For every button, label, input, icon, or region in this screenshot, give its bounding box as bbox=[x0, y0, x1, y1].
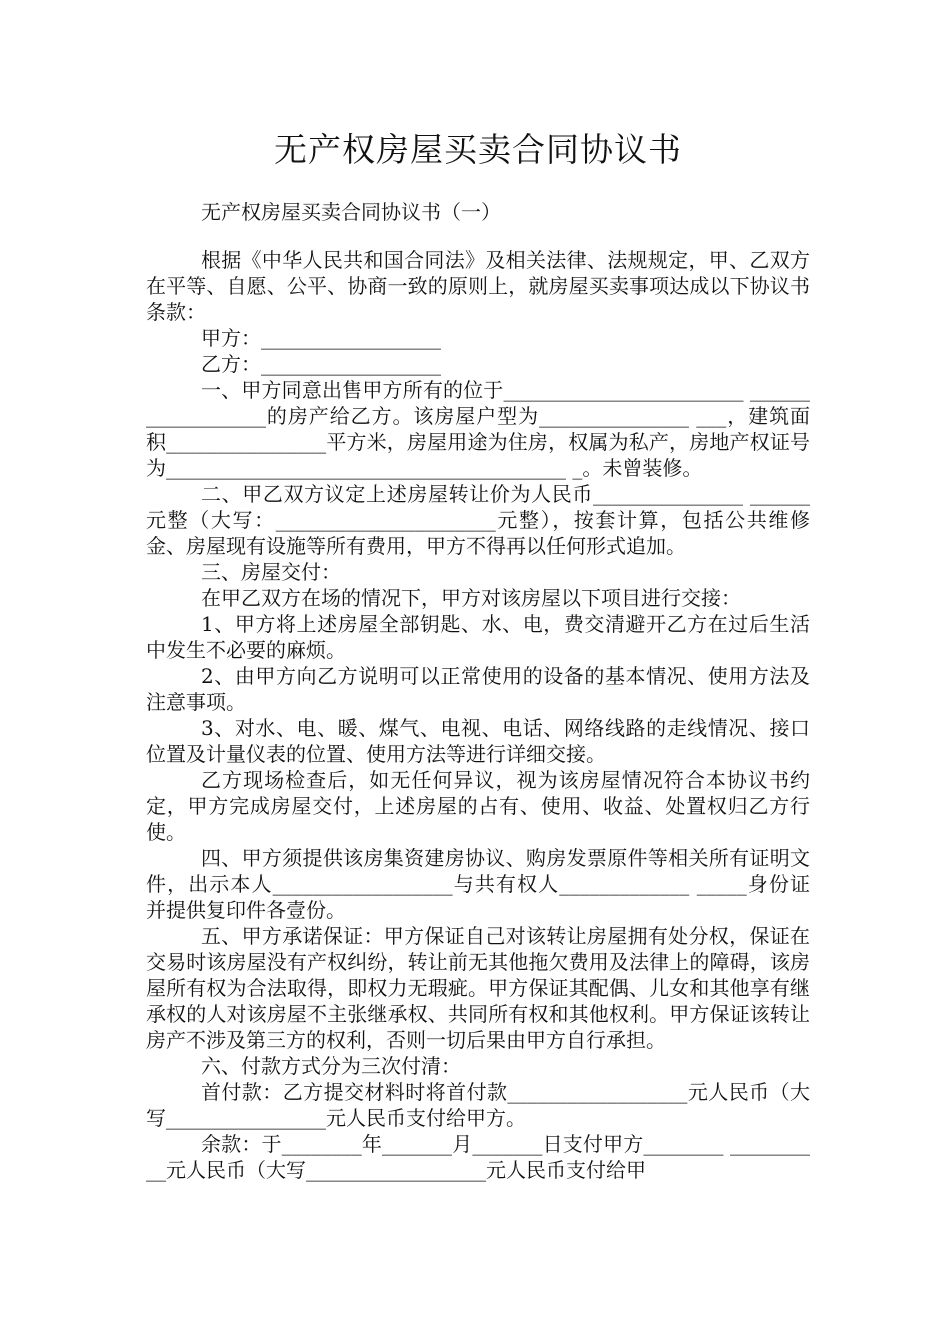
paragraph-party-a: 甲方：__________________ bbox=[201, 326, 441, 350]
paragraph-handover-item-3: 3、对水、电、暖、煤气、电视、电话、网络线路的走线情况、接口位置及计量仪表的位置、使用方法等进行详细交接。 bbox=[146, 716, 810, 766]
paragraph-down-payment: 首付款：乙方提交材料时将首付款__________________元人民币（大写________________元人民币支付给甲方。 bbox=[146, 1080, 810, 1130]
paragraph-clause-6-heading: 六、付款方式分为三次付清： bbox=[201, 1054, 461, 1078]
paragraph-handover-item-1: 1、甲方将上述房屋全部钥匙、水、电，费交清避开乙方在过后生活中发生不必要的麻烦。 bbox=[146, 612, 810, 662]
paragraph-handover-intro: 在甲乙双方在场的情况下，甲方对该房屋以下项目进行交接： bbox=[201, 586, 741, 610]
paragraph-clause-3-heading: 三、房屋交付： bbox=[201, 560, 341, 584]
paragraph-clause-2: 二、甲乙双方议定上述房屋转让价为人民币_______________ ______元整（大写：______________________元整），按套计算，包括公共维修金、房屋现有设施等所有费用，甲方不得再以任何形式追加。 bbox=[146, 482, 810, 558]
document-body bbox=[146, 247, 810, 1183]
paragraph-preamble: 根据《中华人民共和国合同法》及相关法律、法规规定，甲、乙双方在平等、自愿、公平、协商一致的原则上，就房屋买卖事项达成以下协议书条款： bbox=[146, 248, 810, 324]
paragraph-clause-1: 一、甲方同意出售甲方所有的位于________________________ __________________的房产给乙方。该房屋户型为_______________ ___，建筑面积________________平方米，房屋用途为住房，权属为私产，房地产权证号为________________________________________ _。未曾装修。 bbox=[146, 378, 810, 480]
paragraph-balance-payment: 余款：于________年_______月_______日支付甲方________ __________元人民币（大写__________________元人民币支付给甲 bbox=[146, 1132, 810, 1182]
paragraph-party-b: 乙方：__________________ bbox=[201, 352, 441, 376]
document-subtitle: 无产权房屋买卖合同协议书（一） bbox=[201, 200, 501, 224]
paragraph-inspection: 乙方现场检查后，如无任何异议，视为该房屋情况符合本协议书约定，甲方完成房屋交付，上述房屋的占有、使用、收益、处置权归乙方行使。 bbox=[146, 768, 810, 844]
paragraph-clause-5: 五、甲方承诺保证：甲方保证自己对该转让房屋拥有处分权，保证在交易时该房屋没有产权纠纷，转让前无其他拖欠费用及法律上的障碍，该房屋所有权为合法取得，即权力无瑕疵。甲方保证其配偶、儿女和其他享有继承权的人对该房屋不主张继承权、共同所有权和其他权利。甲方保证该转让房产不涉及第三方的权利，否则一切后果由甲方自行承担。 bbox=[146, 924, 810, 1052]
paragraph-handover-item-2: 2、由甲方向乙方说明可以正常使用的设备的基本情况、使用方法及注意事项。 bbox=[146, 664, 810, 714]
paragraph-clause-4: 四、甲方须提供该房集资建房协议、购房发票原件等相关所有证明文件，出示本人__________________与共有权人_____________ _____身份证并提供复印件各壹份。 bbox=[146, 846, 810, 922]
document-title: 无产权房屋买卖合同协议书 bbox=[274, 130, 682, 169]
